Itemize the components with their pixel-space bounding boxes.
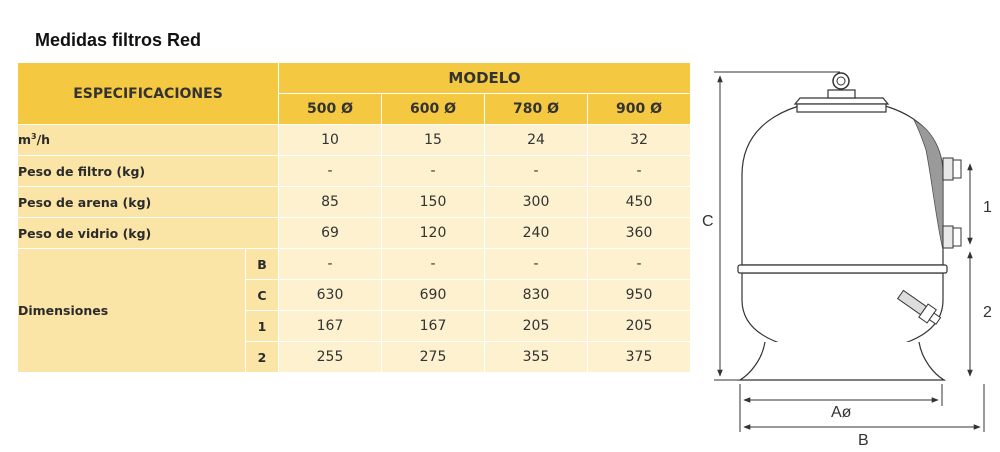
row-label-flow: $m^3/h$ xyxy=(18,125,279,156)
row-label: Peso de arena (kg) xyxy=(18,187,279,218)
table-cell: 255 xyxy=(279,342,382,373)
table-row xyxy=(18,249,691,280)
dimension-c-label: C xyxy=(702,213,714,230)
table-cell: 167 xyxy=(279,311,382,342)
table-row xyxy=(18,218,691,249)
dimension-sub-label: 2 xyxy=(246,342,279,373)
table-cell: 205 xyxy=(485,311,588,342)
table-cell: 300 xyxy=(485,187,588,218)
model-size-header: 780 Ø xyxy=(485,94,588,125)
table-cell: 375 xyxy=(588,342,691,373)
table-cell: 355 xyxy=(485,342,588,373)
table-cell: 450 xyxy=(588,187,691,218)
row-label: Peso de vidrio (kg) xyxy=(18,218,279,249)
table-cell: 24 xyxy=(485,125,588,156)
table-cell: 167 xyxy=(382,311,485,342)
table-cell: 275 xyxy=(382,342,485,373)
dimensions-label: Dimensiones xyxy=(18,249,246,373)
table-cell: 240 xyxy=(485,218,588,249)
table-row xyxy=(18,125,691,156)
model-header: MODELO xyxy=(279,63,691,94)
dimension-sub-label: 1 xyxy=(246,311,279,342)
table-row xyxy=(18,187,691,218)
table-cell: - xyxy=(382,249,485,280)
filter-diagram xyxy=(700,60,1000,452)
table-row xyxy=(18,156,691,187)
table-cell: - xyxy=(279,156,382,187)
row-label: Peso de filtro (kg) xyxy=(18,156,279,187)
table-cell: 150 xyxy=(382,187,485,218)
table-cell: 360 xyxy=(588,218,691,249)
dimension-sub-label: C xyxy=(246,280,279,311)
table-cell: - xyxy=(279,249,382,280)
dimension-2-label: 2 xyxy=(983,304,992,321)
specifications-table xyxy=(17,62,691,373)
table-cell: 950 xyxy=(588,280,691,311)
table-cell: 205 xyxy=(588,311,691,342)
table-cell: 32 xyxy=(588,125,691,156)
table-cell: - xyxy=(485,249,588,280)
page-title: Medidas filtros Red xyxy=(35,30,202,50)
specifications-header: ESPECIFICACIONES xyxy=(18,63,279,125)
dimension-b-label: B xyxy=(858,432,869,449)
table-cell: - xyxy=(485,156,588,187)
table-cell: 630 xyxy=(279,280,382,311)
table-cell: 69 xyxy=(279,218,382,249)
table-cell: 15 xyxy=(382,125,485,156)
table-cell: 690 xyxy=(382,280,485,311)
dimension-sub-label: B xyxy=(246,249,279,280)
table-cell: 10 xyxy=(279,125,382,156)
dimension-1-label: 1 xyxy=(983,199,992,216)
dimension-a-label: Aø xyxy=(831,404,852,421)
table-cell: - xyxy=(588,156,691,187)
table-cell: 85 xyxy=(279,187,382,218)
table-cell: - xyxy=(588,249,691,280)
model-size-header: 500 Ø xyxy=(279,94,382,125)
filter-tank xyxy=(738,73,961,380)
model-size-header: 900 Ø xyxy=(588,94,691,125)
table-cell: - xyxy=(382,156,485,187)
table-cell: 120 xyxy=(382,218,485,249)
table-cell: 830 xyxy=(485,280,588,311)
model-size-header: 600 Ø xyxy=(382,94,485,125)
